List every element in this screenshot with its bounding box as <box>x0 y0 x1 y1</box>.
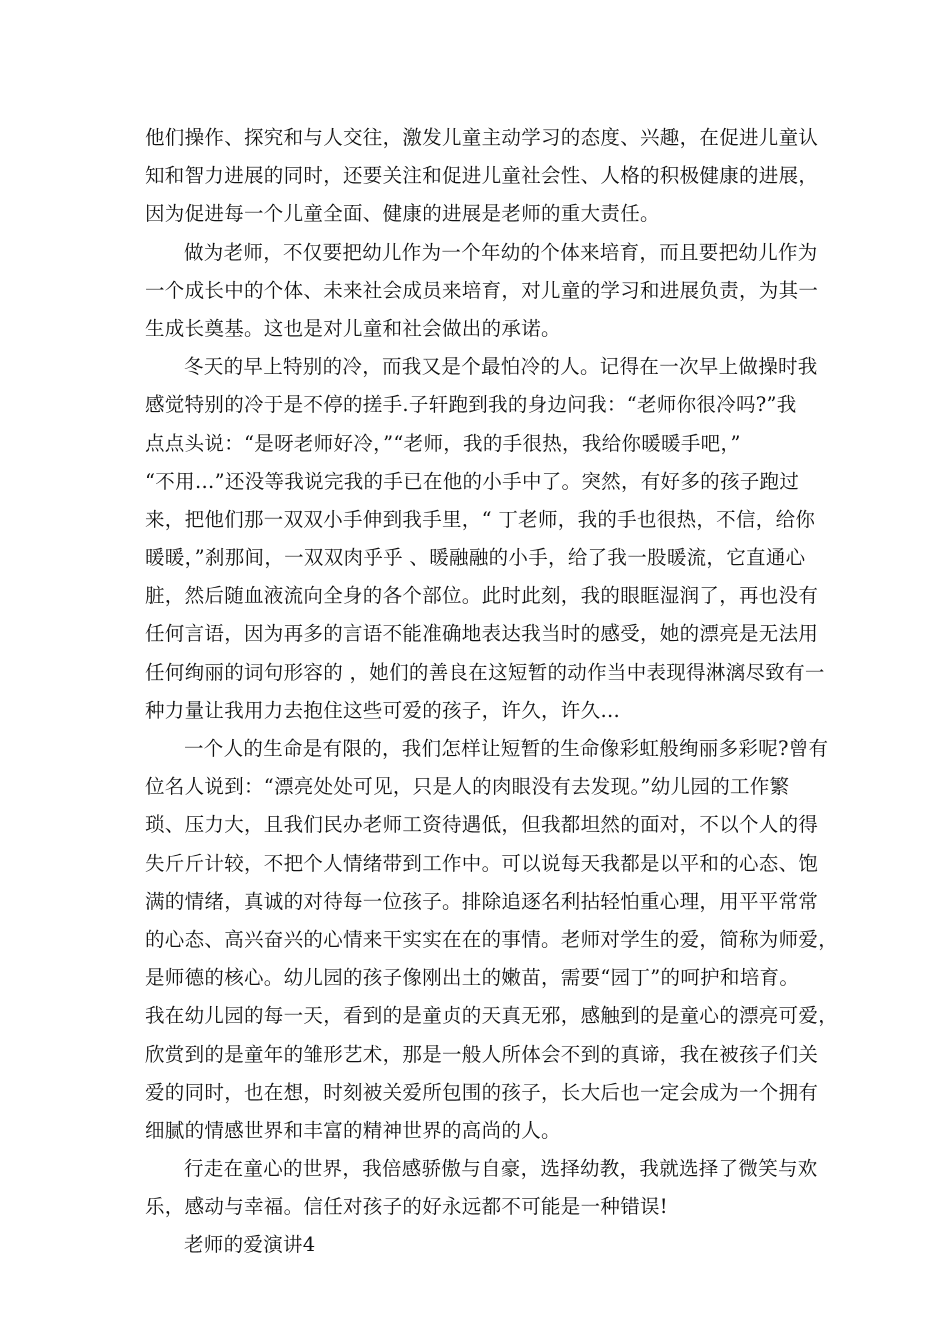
text-line-29: 乐，感动与幸福。信任对孩子的好永远都不可能是一种错误! <box>145 1195 668 1219</box>
text-line-1: 他们操作、探究和与人交往，激发儿童主动学习的态度、兴趣，在促进儿童认 <box>145 126 819 149</box>
text-line-17: 一个人的生命是有限的，我们怎样让短暂的生命像彩虹般绚丽多彩呢?曾有 <box>184 737 829 760</box>
text-line-13: 脏，然后随血液流向全身的各个部位。此时此刻，我的眼眶湿润了，再也没有 <box>145 584 819 608</box>
text-line-25: 欣赏到的是童年的雏形艺术，那是一般人所体会不到的真谛，我在被孩子们关 <box>145 1042 819 1066</box>
text-line-2: 知和智力进展的同时，还要关注和促进儿童社会性、人格的积极健康的进展， <box>145 164 819 188</box>
text-line-10: “不用…”还没等我说完我的手已在他的小手中了。突然，有好多的孩子跑过 <box>145 469 800 493</box>
text-line-9: 点点头说：“是呀老师好冷，”“老师，我的手很热，我给你暖暖手吧，” <box>145 431 741 455</box>
text-line-6: 生成长奠基。这也是对儿童和社会做出的承诺。 <box>145 316 561 340</box>
text-line-11: 来，把他们那一双双小手伸到我手里，“ 丁老师，我的手也很热，不信，给你 <box>145 507 816 531</box>
text-line-8: 感觉特别的冷于是不停的搓手.子轩跑到我的身边问我：“老师你很冷吗?”我 <box>145 393 797 417</box>
text-line-21: 满的情绪，真诚的对待每一位孩子。排除追逐名利拈轻怕重心理，用平平常常 <box>145 889 819 913</box>
text-line-22: 的心态、高兴奋兴的心情来干实实在在的事情。老师对学生的爱，简称为师爱， <box>145 927 839 951</box>
text-line-7: 冬天的早上特别的冷，而我又是个最怕冷的人。记得在一次早上做操时我 <box>184 355 818 379</box>
text-line-24: 我在幼儿园的每一天，看到的是童贞的天真无邪，感触到的是童心的漂亮可爱， <box>145 1004 839 1028</box>
text-line-4: 做为老师，不仅要把幼儿作为一个年幼的个体来培育，而且要把幼儿作为 <box>184 240 818 264</box>
text-line-28: 行走在童心的世界，我倍感骄傲与自豪，选择幼教，我就选择了微笑与欢 <box>184 1157 818 1181</box>
text-line-3: 因为促进每一个儿童全面、健康的进展是老师的重大责任。 <box>145 202 660 226</box>
text-line-19: 琐、压力大，且我们民办老师工资待遇低，但我都坦然的面对，不以个人的得 <box>145 813 819 837</box>
text-line-5: 一个成长中的个体、未来社会成员来培育，对儿童的学习和进展负责，为其一 <box>145 278 819 302</box>
text-line-15: 任何绚丽的词句形容的 ，她们的善良在这短暂的动作当中表现得淋漓尽致有一 <box>145 660 825 684</box>
text-line-20: 失斤斤计较，不把个人情绪带到工作中。可以说每天我都是以平和的心态、饱 <box>145 851 819 875</box>
section-heading: 老师的爱演讲4 <box>184 1233 316 1257</box>
text-line-26: 爱的同时，也在想，时刻被关爱所包围的孩子，长大后也一定会成为一个拥有 <box>145 1080 819 1104</box>
text-line-12: 暖暖，”刹那间，一双双肉乎乎 、暖融融的小手，给了我一股暖流，它直通心 <box>145 546 806 570</box>
text-line-14: 任何言语，因为再多的言语不能准确地表达我当时的感受，她的漂亮是无法用 <box>145 622 819 646</box>
text-line-27: 细腻的情感世界和丰富的精神世界的高尚的人。 <box>145 1118 561 1142</box>
document-body <box>145 119 839 1265</box>
text-line-23: 是师德的核心。幼儿园的孩子像刚出土的嫩苗，需要“园丁”的呵护和培育。 <box>145 966 800 990</box>
text-line-18: 位名人说到：“漂亮处处可见，只是人的肉眼没有去发现。”幼儿园的工作繁 <box>145 775 790 799</box>
text-line-16: 种力量让我用力去抱住这些可爱的孩子，许久，许久… <box>145 698 621 722</box>
